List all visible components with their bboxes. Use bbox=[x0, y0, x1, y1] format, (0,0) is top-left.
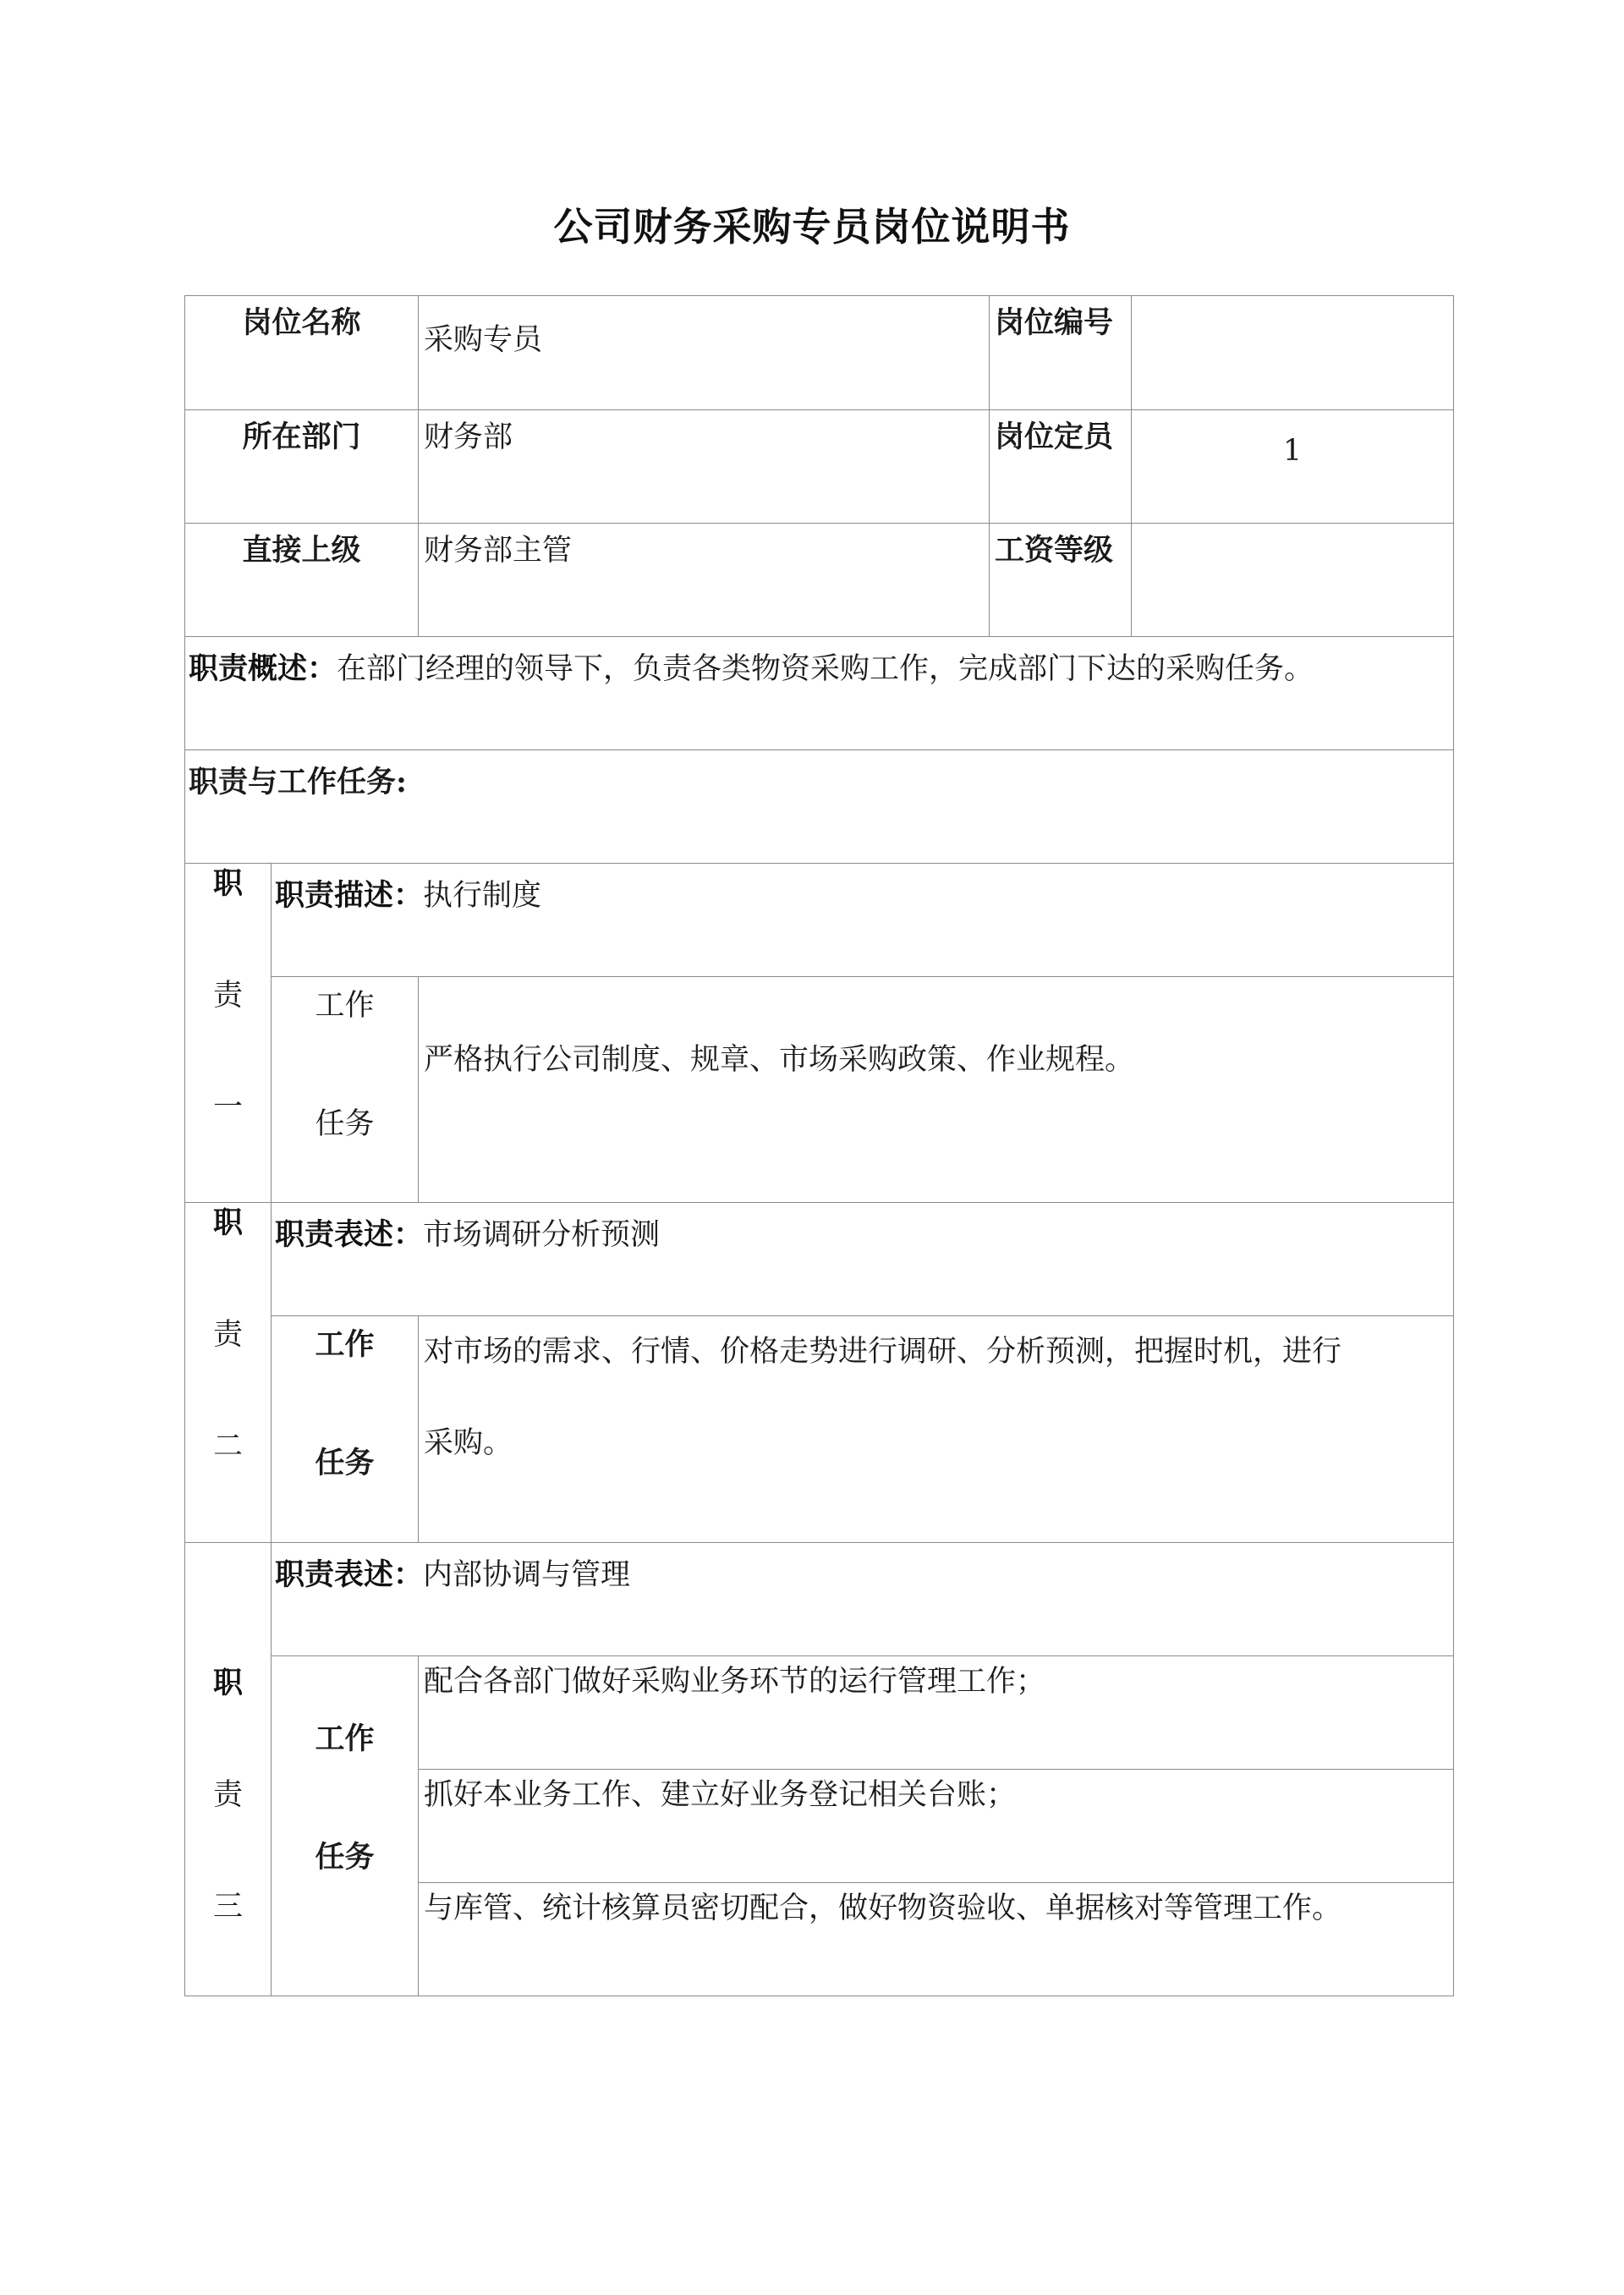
duty-2-task-line-1: 对市场的需求、行情、价格走势进行调研、分析预测，把握时机，进行 bbox=[424, 1335, 1342, 1369]
job-description-table bbox=[184, 295, 1454, 1996]
department-label: 所在部门 bbox=[185, 410, 419, 524]
duty-1-task-label bbox=[272, 977, 419, 1203]
duty-2-desc-label: 职责表述： bbox=[275, 1218, 424, 1252]
duty-2-vertical-label bbox=[185, 1203, 272, 1543]
duty-2-task-cell bbox=[419, 1316, 1454, 1543]
duty-3-task-label bbox=[272, 1656, 419, 1996]
overview-label: 职责概述： bbox=[189, 652, 337, 686]
duty-2-char-1: 职 bbox=[212, 1206, 243, 1240]
duty-1-desc-row bbox=[185, 864, 1454, 977]
duty-3-char-3: 三 bbox=[212, 1890, 243, 1924]
duty-3-char-1: 职 bbox=[212, 1666, 243, 1700]
duty-1-char-1: 职 bbox=[212, 867, 243, 901]
salary-label: 工资等级 bbox=[990, 524, 1132, 637]
duty-1-task-label-2: 任务 bbox=[315, 1107, 375, 1141]
duty-2-task-line-2: 采购。 bbox=[424, 1426, 513, 1460]
duty-3-vertical-label bbox=[185, 1543, 272, 1996]
duty-1-task-row bbox=[185, 977, 1454, 1203]
duty-3-char-2: 责 bbox=[212, 1778, 243, 1812]
duty-2-task-label-2: 任务 bbox=[315, 1446, 375, 1480]
position-name-value: 采购专员 bbox=[419, 296, 990, 410]
duty-3-task-1: 配合各部门做好采购业务环节的运行管理工作； bbox=[419, 1656, 1454, 1770]
overview-cell bbox=[185, 637, 1454, 750]
row-department bbox=[185, 410, 1454, 524]
duty-2-task-label bbox=[272, 1316, 419, 1543]
duty-2-desc-text: 市场调研分析预测 bbox=[423, 1218, 661, 1252]
duty-3-task-row-1 bbox=[185, 1656, 1454, 1770]
duty-1-vertical-label bbox=[185, 864, 272, 1203]
duty-1-task-label-1: 工作 bbox=[315, 989, 375, 1023]
duty-3-task-3: 与库管、统计核算员密切配合，做好物资验收、单据核对等管理工作。 bbox=[419, 1883, 1454, 1996]
duty-1-desc-cell bbox=[272, 864, 1454, 977]
duty-3-desc-cell bbox=[272, 1543, 1454, 1656]
duty-3-task-label-2: 任务 bbox=[315, 1840, 375, 1875]
supervisor-value: 财务部主管 bbox=[419, 524, 990, 637]
row-overview bbox=[185, 637, 1454, 750]
row-supervisor bbox=[185, 524, 1454, 637]
supervisor-label: 直接上级 bbox=[185, 524, 419, 637]
duty-2-desc-row bbox=[185, 1203, 1454, 1316]
position-name-label: 岗位名称 bbox=[185, 296, 419, 410]
page-title: 公司财务采购专员岗位说明书 bbox=[553, 204, 1071, 250]
duty-2-task-row bbox=[185, 1316, 1454, 1543]
duty-1-task-text: 严格执行公司制度、规章、市场采购政策、作业规程。 bbox=[419, 977, 1454, 1203]
duty-1-desc-label: 职责描述： bbox=[275, 879, 424, 913]
row-duties-header bbox=[185, 750, 1454, 864]
headcount-label: 岗位定员 bbox=[990, 410, 1132, 524]
overview-text: 在部门经理的领导下，负责各类物资采购工作，完成部门下达的采购任务。 bbox=[337, 652, 1314, 686]
duty-3-desc-row bbox=[185, 1543, 1454, 1656]
headcount-value: 1 bbox=[1132, 410, 1454, 524]
salary-value bbox=[1132, 524, 1454, 637]
position-no-label: 岗位编号 bbox=[990, 296, 1132, 410]
duty-1-char-3: 一 bbox=[212, 1090, 243, 1124]
position-no-value bbox=[1132, 296, 1454, 410]
department-value: 财务部 bbox=[419, 410, 990, 524]
duty-3-task-2: 抓好本业务工作、建立好业务登记相关台账； bbox=[419, 1770, 1454, 1883]
duties-header: 职责与工作任务: bbox=[185, 750, 1454, 864]
row-position-name bbox=[185, 296, 1454, 410]
duty-1-desc-text: 执行制度 bbox=[423, 879, 542, 913]
duty-3-desc-text: 内部协调与管理 bbox=[423, 1558, 631, 1592]
duty-2-char-3: 二 bbox=[212, 1430, 243, 1463]
duty-2-desc-cell bbox=[272, 1203, 1454, 1316]
duty-3-task-label-1: 工作 bbox=[315, 1721, 375, 1756]
duty-2-task-label-1: 工作 bbox=[315, 1327, 375, 1362]
duty-2-char-2: 责 bbox=[212, 1318, 243, 1352]
duty-1-char-2: 责 bbox=[212, 979, 243, 1013]
duty-3-desc-label: 职责表述： bbox=[275, 1558, 424, 1592]
